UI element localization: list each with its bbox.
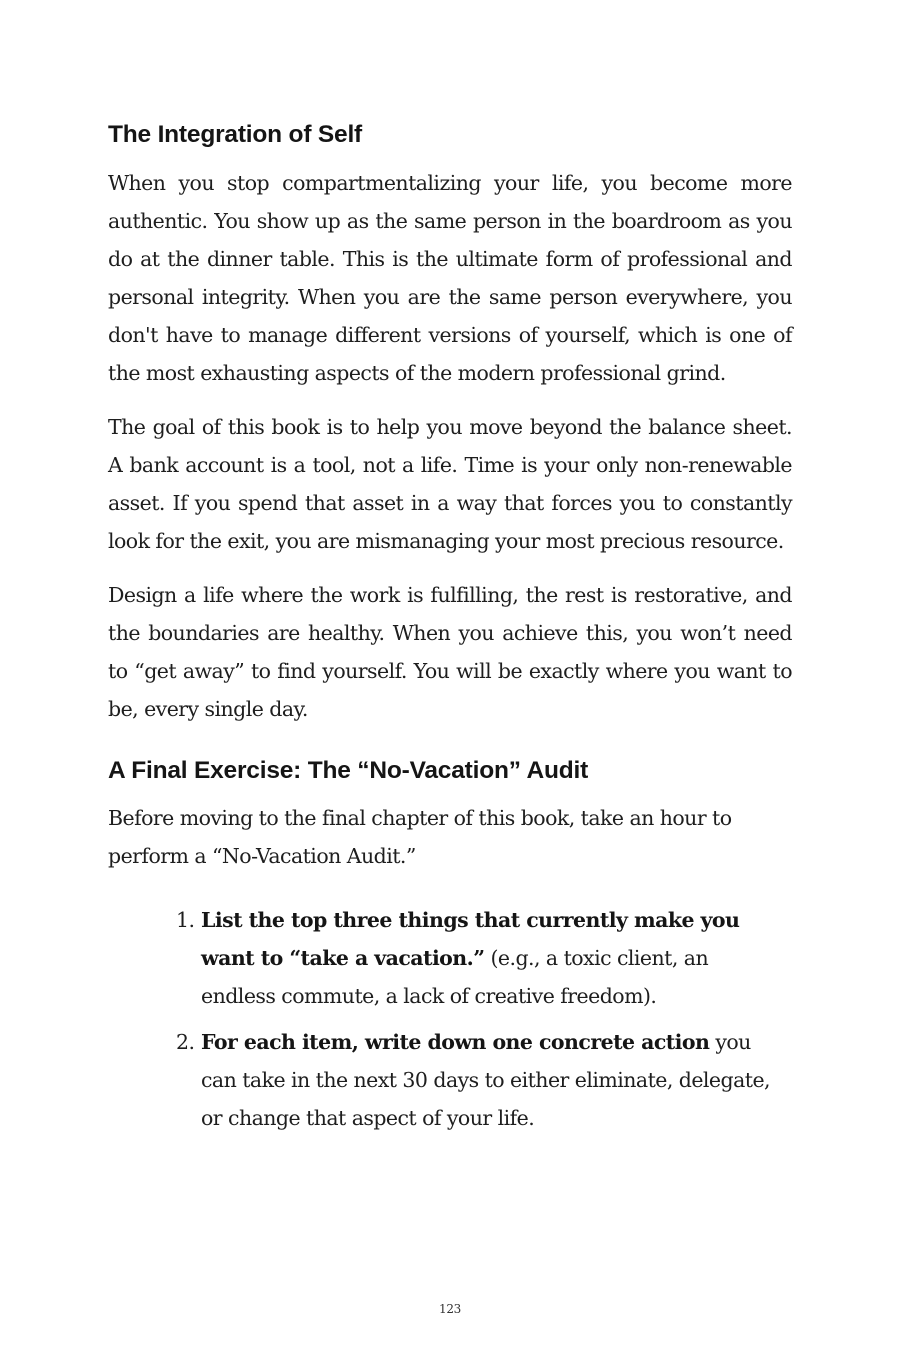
list-item-text: (e.g., a toxic client, an endless commute, a lack of creative freedom). bbox=[201, 946, 709, 1008]
list-item-text: you can take in the next 30 days to either eliminate, delegate, or change that aspect of your life. bbox=[201, 1030, 770, 1130]
paragraph-1: When you stop compartmentalizing your life, you become more authentic. You show up as the same person in the boardroom as you do at the dinner table. This is the ultimate form of professional and personal integrity. When you are the same person everywhere, you don't have to manage different versions of yourself, which is one of the most exhausting aspects of the modern professional grind. bbox=[108, 171, 792, 385]
list-item bbox=[176, 1023, 792, 1137]
audit-intro: Before moving to the final chapter of this book, take an hour to perform a “No-Vacation Audit.” bbox=[108, 806, 732, 868]
list-item-number: 2. bbox=[176, 1030, 195, 1054]
page-number: 123 bbox=[438, 1302, 461, 1316]
list-item bbox=[176, 901, 792, 1015]
list-item-bold-text: For each item, write down one concrete action bbox=[201, 1030, 710, 1054]
paragraph-2: The goal of this book is to help you move beyond the balance sheet. A bank account is a tool, not a life. Time is your only non-renewable asset. If you spend that asset in a way that forces you to constantly look for the exit, you are mismanaging your most precious resource. bbox=[108, 415, 792, 553]
section-heading-integration: The Integration of Self bbox=[108, 121, 363, 148]
list-item-bold-text: List the top three things that currently make you want to “take a vacation.” bbox=[201, 908, 740, 970]
section-heading-audit: A Final Exercise: The “No-Vacation” Audit bbox=[108, 757, 589, 784]
list-item-number: 1. bbox=[176, 908, 195, 932]
audit-list bbox=[108, 901, 792, 1137]
paragraph-3: Design a life where the work is fulfilling, the rest is restorative, and the boundaries are healthy. When you achieve this, you won’t need to “get away” to find yourself. You will be exactly where you want to be, every single day. bbox=[108, 583, 792, 721]
page-content bbox=[108, 118, 792, 1145]
